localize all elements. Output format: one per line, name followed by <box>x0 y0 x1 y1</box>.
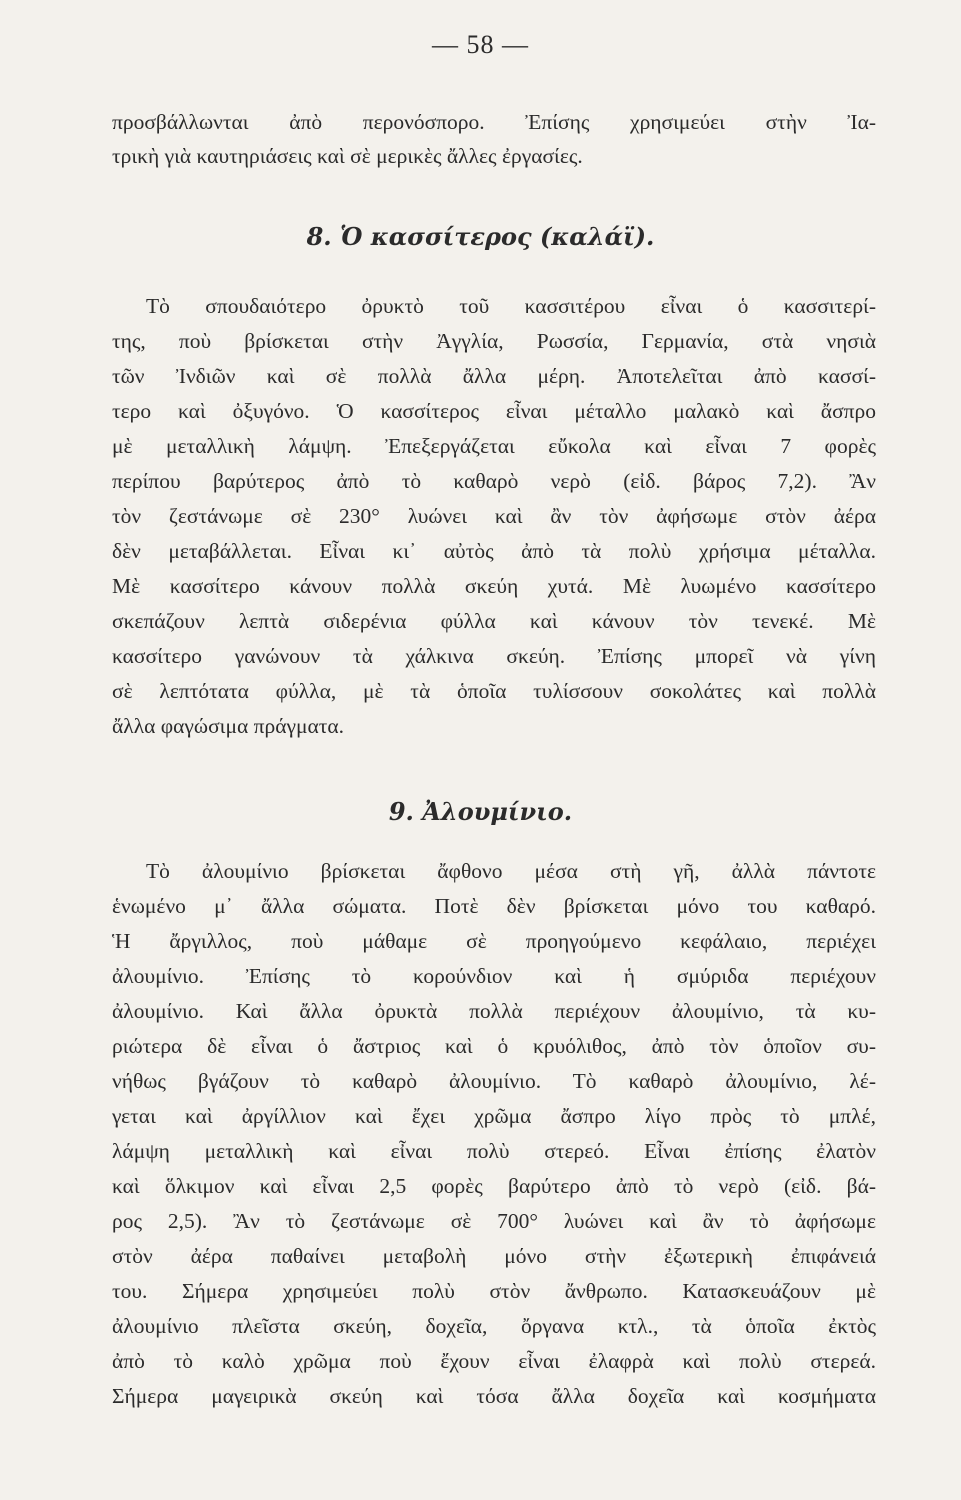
paragraph-line: σὲ λεπτότατα φύλλα, μὲ τὰ ὁποῖα τυλίσσουν σοκολάτες καὶ πολλὰ <box>112 679 876 703</box>
paragraph-line: Σήμερα μαγειρικὰ σκεύη καὶ τόσα ἄλλα δοχεῖα καὶ κοσμήματα <box>112 1384 876 1408</box>
paragraph-line: Τὸ ἀλουμίνιο βρίσκεται ἄφθονο μέσα στὴ γῆ, ἀλλὰ πάντοτε <box>146 859 876 883</box>
section-8-heading: 8. Ὁ κασσίτερος (καλάϊ). <box>306 222 655 251</box>
paragraph-line: ἀλουμίνιο. Καὶ ἄλλα ὀρυκτὰ πολλὰ περιέχουν ἀλουμίνιο, τὰ κυ- <box>112 999 876 1023</box>
paragraph-line: ἀλουμίνιο. Ἐπίσης τὸ κορούνδιον καὶ ἡ σμύριδα περιέχουν <box>112 964 876 988</box>
paragraph-line: στὸν ἀέρα παθαίνει μεταβολὴ μόνο στὴν ἐξωτερικὴ ἐπιφάνειά <box>112 1244 876 1268</box>
paragraph-line: μὲ μεταλλικὴ λάμψη. Ἐπεξεργάζεται εὔκολα καὶ εἶναι 7 φορὲς <box>112 434 876 458</box>
paragraph-line: τερο καὶ ὀξυγόνο. Ὁ κασσίτερος εἶναι μέταλλο μαλακὸ καὶ ἄσπρο <box>112 399 876 423</box>
paragraph-line: Ἡ ἄργιλλος, ποὺ μάθαμε σὲ προηγούμενο κεφάλαιο, περιέχει <box>112 929 876 953</box>
paragraph-line: ἄλλα φαγώσιμα πράγματα. <box>112 714 345 738</box>
section-9-heading: 9. Ἀλουμίνιο. <box>388 797 573 826</box>
page-number: — 58 — <box>432 30 529 59</box>
paragraph-line: περίπου βαρύτερος ἀπὸ τὸ καθαρὸ νερὸ (εἰδ. βάρος 7,2). Ἂν <box>112 469 876 493</box>
intro-line: τρικὴ γιὰ καυτηριάσεις καὶ σὲ μερικὲς ἄλλες ἐργασίες. <box>112 144 583 168</box>
intro-line: προσβάλλωνται ἀπὸ περονόσπορο. Ἐπίσης χρησιμεύει στὴν Ἰα- <box>112 110 876 134</box>
paragraph-line: Μὲ κασσίτερο κάνουν πολλὰ σκεύη χυτά. Μὲ λυωμένο κασσίτερο <box>112 574 876 598</box>
paragraph-line: τῶν Ἰνδιῶν καὶ σὲ πολλὰ ἄλλα μέρη. Ἀποτελεῖται ἀπὸ κασσί- <box>112 364 876 388</box>
paragraph-line: ρος 2,5). Ἂν τὸ ζεστάνωμε σὲ 700° λυώνει καὶ ἂν τὸ ἀφήσωμε <box>112 1209 876 1233</box>
paragraph-line: τὸν ζεστάνωμε σὲ 230° λυώνει καὶ ἂν τὸν ἀφήσωμε στὸν ἀέρα <box>112 504 876 528</box>
paragraph-line: ἀπὸ τὸ καλὸ χρῶμα ποὺ ἔχουν εἶναι ἐλαφρὰ καὶ πολὺ στερεά. <box>112 1349 876 1373</box>
paragraph-line: δὲν μεταβάλλεται. Εἶναι κι᾿ αὐτὸς ἀπὸ τὰ πολὺ χρήσιμα μέταλλα. <box>112 539 876 563</box>
paragraph-line: Τὸ σπουδαιότερο ὀρυκτὸ τοῦ κασσιτέρου εἶναι ὁ κασσιτερί- <box>146 294 876 318</box>
paragraph-line: καὶ ὅλκιμον καὶ εἶναι 2,5 φορὲς βαρύτερο ἀπὸ τὸ νερὸ (εἰδ. βά- <box>112 1174 876 1198</box>
paragraph-line: ριώτερα δὲ εἶναι ὁ ἄστριος καὶ ὁ κρυόλιθος, ἀπὸ τὸν ὁποῖον συ- <box>112 1034 876 1058</box>
paragraph-line: νήθως βγάζουν τὸ καθαρὸ ἀλουμίνιο. Τὸ καθαρὸ ἀλουμίνιο, λέ- <box>112 1069 876 1093</box>
paragraph-line: λάμψη μεταλλικὴ καὶ εἶναι πολὺ στερεό. Εἶναι ἐπίσης ἐλατὸν <box>112 1139 876 1163</box>
paragraph-line: του. Σήμερα χρησιμεύει πολὺ στὸν ἄνθρωπο. Κατασκευάζουν μὲ <box>112 1279 876 1303</box>
paragraph-line: της, ποὺ βρίσκεται στὴν Ἀγγλία, Ρωσσία, Γερμανία, στὰ νησιὰ <box>112 329 876 353</box>
paragraph-line: ἀλουμίνιο πλεῖστα σκεύη, δοχεῖα, ὄργανα κτλ., τὰ ὁποῖα ἐκτὸς <box>112 1314 876 1338</box>
paragraph-line: κασσίτερο γανώνουν τὰ χάλκινα σκεύη. Ἐπίσης μπορεῖ νὰ γίνη <box>112 644 876 668</box>
paragraph-line: γεται καὶ ἀργίλλιον καὶ ἔχει χρῶμα ἄσπρο λίγο πρὸς τὸ μπλέ, <box>112 1104 876 1128</box>
paragraph-line: σκεπάζουν λεπτὰ σιδερένια φύλλα καὶ κάνουν τὸν τενεκέ. Μὲ <box>112 609 876 633</box>
paragraph-line: ἑνωμένο μ᾿ ἄλλα σώματα. Ποτὲ δὲν βρίσκεται μόνο του καθαρό. <box>112 894 876 918</box>
